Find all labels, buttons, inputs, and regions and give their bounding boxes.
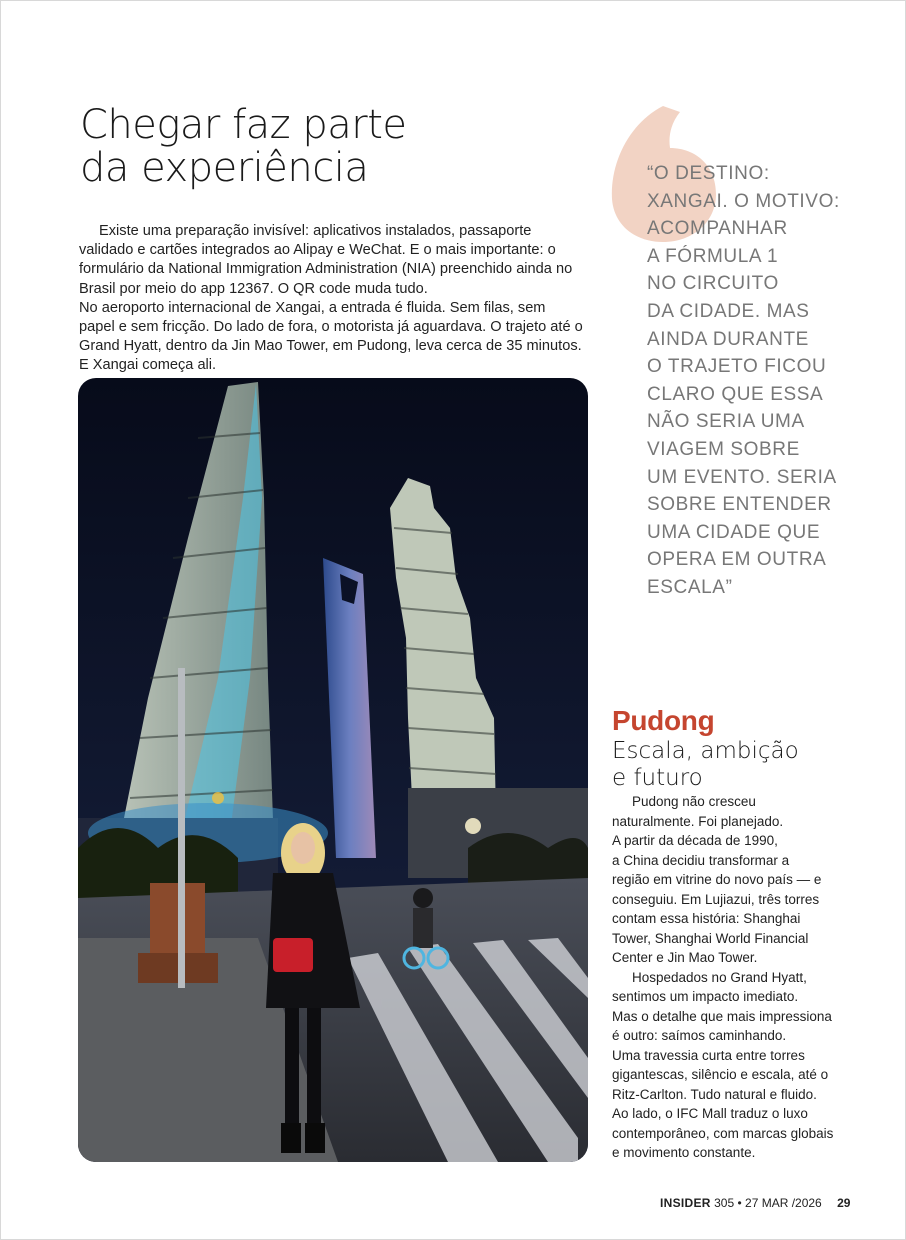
quote-line: DA CIDADE. MAS	[647, 300, 810, 322]
body-line: naturalmente. Foi planejado.	[612, 813, 784, 829]
section-subtitle-line-1: Escala, ambição	[612, 738, 799, 764]
quote-line: SOBRE ENTENDER	[647, 494, 832, 516]
article-title	[80, 104, 560, 190]
quote-line: A FÓRMULA 1	[647, 245, 779, 267]
page-number: 29	[837, 1196, 851, 1210]
body-line: Center e Jin Mao Tower.	[612, 950, 758, 965]
body-line: Ao lado, o IFC Mall traduz o luxo	[612, 1106, 808, 1121]
page-footer	[660, 1196, 850, 1210]
shanghai-towers-photo	[78, 378, 588, 1162]
body-line: é outro: saímos caminhando.	[612, 1028, 787, 1043]
body-line: contemporâneo, com marcas globais	[612, 1125, 834, 1141]
body-line: Mas o detalhe que mais impressiona	[612, 1008, 832, 1024]
body-line: sentimos um impacto imediato.	[612, 989, 799, 1004]
intro-text	[79, 222, 584, 376]
pull-quote	[647, 160, 862, 602]
intro-paragraph-1: Existe uma preparação invisível: aplicativos instalados, passaporte validado e cartões integrados ao Alipay e WeChat. E o mais importante: o formulário da National Immigration Administration (NIA) preenchido ainda no Brasil por meio do app 12367. O QR code muda tudo.	[79, 223, 573, 297]
quote-line: CLARO QUE ESSA	[647, 383, 824, 405]
quote-line: NO CIRCUITO	[647, 273, 779, 295]
quote-line: UMA CIDADE QUE	[647, 521, 821, 543]
body-line: região em vitrine do novo país — e	[612, 872, 822, 887]
section-body	[612, 792, 862, 1163]
intro-paragraph-2: No aeroporto internacional de Xangai, a entrada é fluida. Sem filas, sem papel e sem fricção. Do lado de fora, o motorista já aguardava. O trajeto até o Grand Hyatt, dentro da Jin Mao Tower, em Pudong, leva cerca de 35 minutos. E Xangai começa ali.	[79, 299, 583, 374]
body-line: Ritz-Carlton. Tudo natural e fluido.	[612, 1086, 817, 1102]
magazine-brand: INSIDER	[660, 1196, 711, 1210]
issue-info: 305 • 27 MAR /2026	[714, 1196, 822, 1210]
body-line: a China decidiu transformar a	[612, 852, 790, 868]
body-line: Pudong não cresceu	[632, 794, 756, 809]
body-line: Uma travessia curta entre torres	[612, 1047, 805, 1063]
body-line: e movimento constante.	[612, 1145, 756, 1160]
quote-line: OPERA EM OUTRA	[647, 549, 827, 571]
body-line: Hospedados no Grand Hyatt,	[632, 969, 807, 985]
title-line-2: da experiência	[80, 145, 369, 191]
body-line: conseguiu. Em Lujiazui, três torres	[612, 891, 820, 907]
quote-line: VIAGEM SOBRE	[647, 438, 800, 460]
quote-line: O TRAJETO FICOU	[647, 356, 827, 378]
body-line: Tower, Shanghai World Financial	[612, 930, 809, 946]
quote-line: ESCALA”	[647, 576, 733, 598]
section-subtitle-line-2: e futuro	[612, 765, 703, 791]
quote-line: NÃO SERIA UMA	[647, 411, 805, 433]
quote-line: ACOMPANHAR	[647, 218, 788, 240]
section-subtitle	[612, 738, 799, 792]
body-line: contam essa história: Shanghai	[612, 911, 801, 926]
title-line-1: Chegar faz parte	[80, 102, 407, 148]
body-line: A partir da década de 1990,	[612, 833, 778, 848]
quote-line: UM EVENTO. SERIA	[647, 466, 837, 488]
quote-line: “O DESTINO:	[647, 163, 770, 184]
quote-line: XANGAI. O MOTIVO:	[647, 190, 840, 212]
body-line: gigantescas, silêncio e escala, até o	[612, 1067, 829, 1082]
quote-line: AINDA DURANTE	[647, 328, 809, 350]
section-kicker: Pudong	[612, 705, 715, 736]
